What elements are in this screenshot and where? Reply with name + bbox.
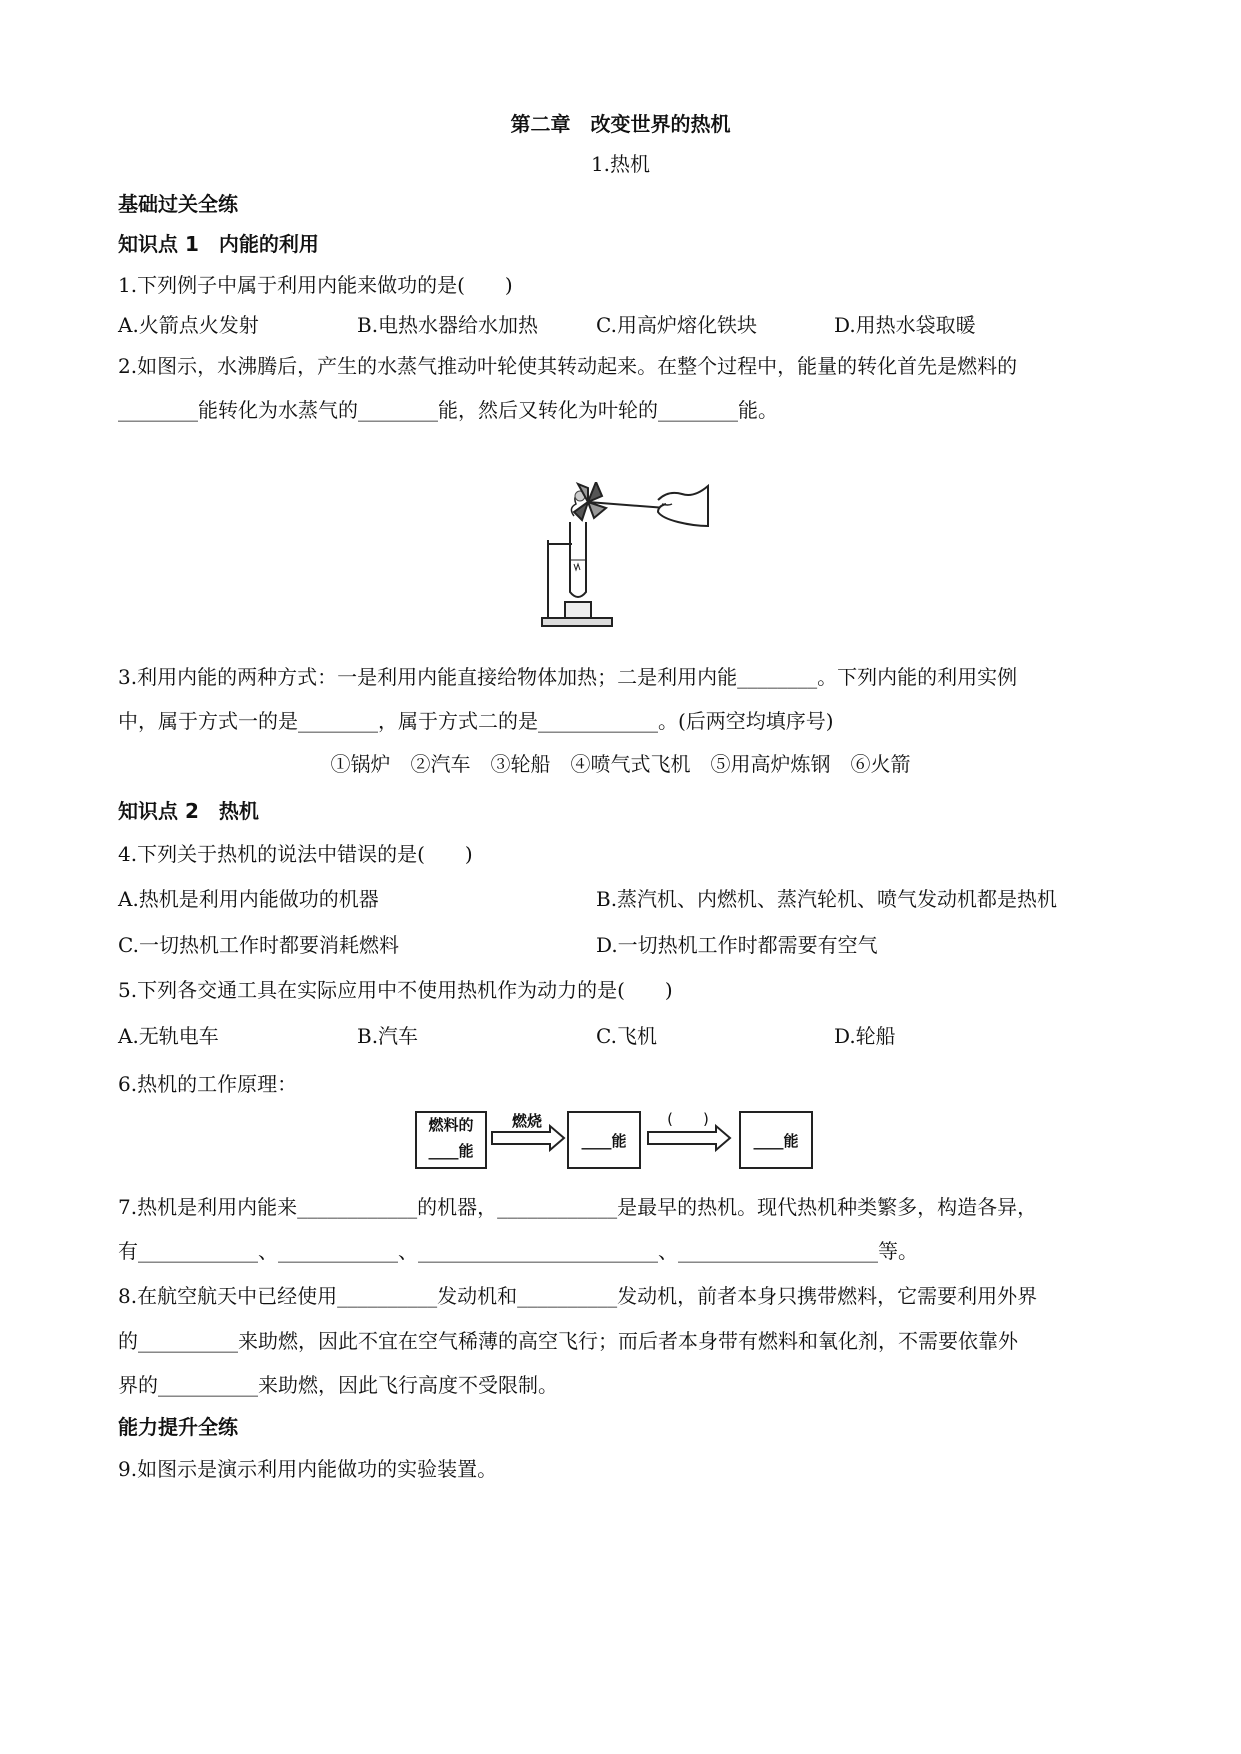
flow-box-3-label: ____能 [753,1132,799,1150]
question-5-option-c: C.飞机 [596,1024,657,1048]
question-8-line-3: 界的__________来助燃，因此飞行高度不受限制。 [118,1373,558,1397]
flow-arrow-1-label: 燃烧 [511,1112,543,1130]
question-4-option-d: D.一切热机工作时都需要有空气 [596,933,878,957]
question-3-line-2: 中，属于方式一的是________，属于方式二的是____________。(后两空均填序号) [118,709,834,733]
question-4-option-c: C.一切热机工作时都要消耗燃料 [118,933,399,957]
question-8-line-2: 的__________来助燃，因此不宜在空气稀薄的高空飞行；而后者本身带有燃料和氧化剂，不需要依靠外 [118,1329,1018,1353]
question-4-option-a: A.热机是利用内能做功的机器 [118,887,379,911]
question-2-line-2: ________能转化为水蒸气的________能，然后又转化为叶轮的________能。 [118,398,778,422]
chapter-title: 第二章 改变世界的热机 [510,112,731,136]
question-3-items: ①锅炉 ②汽车 ③轮船 ④喷气式飞机 ⑤用高炉炼钢 ⑥火箭 [330,752,911,776]
flow-arrow-2-label: ( ) [667,1110,709,1128]
question-4-option-b: B.蒸汽机、内燃机、蒸汽轮机、喷气发动机都是热机 [596,887,1058,911]
knowledge-point-2: 知识点 2 热机 [118,799,259,823]
flow-box-1-bottom-label: ____能 [428,1142,474,1160]
question-7-line-2: 有____________、____________、________________________、____________________等。 [118,1239,918,1263]
question-4-stem: 4.下列关于热机的说法中错误的是( ) [118,842,473,866]
question-5-option-b: B.汽车 [357,1024,419,1048]
question-6-stem: 6.热机的工作原理： [118,1072,298,1096]
question-5-stem: 5.下列各交通工具在实际应用中不使用热机作为动力的是( ) [118,978,673,1002]
question-7-line-1: 7.热机是利用内能来____________的机器，____________是最早的热机。现代热机种类繁多，构造各异， [118,1195,1038,1219]
lesson-title: 1.热机 [590,152,651,176]
flow-box-1-top-label: 燃料的 [428,1116,474,1134]
question-1-option-a: A.火箭点火发射 [118,313,259,337]
question-1-option-d: D.用热水袋取暖 [834,313,976,337]
heat-engine-flow-diagram [410,1108,830,1172]
flow-arrow-conversion [648,1126,730,1150]
question-1-option-c: C.用高炉熔化铁块 [596,313,757,337]
question-5-option-a: A.无轨电车 [118,1024,219,1048]
question-2-line-1: 2.如图示，水沸腾后，产生的水蒸气推动叶轮使其转动起来。在整个过程中，能量的转化首先是燃料的 [118,354,1018,378]
question-9-stem: 9.如图示是演示利用内能做功的实验装置。 [118,1457,498,1481]
question-1-stem: 1.下列例子中属于利用内能来做功的是( ) [118,273,513,297]
knowledge-point-1: 知识点 1 内能的利用 [118,232,319,256]
question-5-option-d: D.轮船 [834,1024,896,1048]
section-heading-basic: 基础过关全练 [118,192,238,216]
question-1-option-b: B.电热水器给水加热 [357,313,539,337]
question-3-line-1: 3.利用内能的两种方式：一是利用内能直接给物体加热；二是利用内能________。下列内能的利用实例 [118,665,1018,689]
flow-box-2-label: ____能 [581,1132,627,1150]
question-8-line-1: 8.在航空航天中已经使用__________发动机和__________发动机，前者本身只携带燃料，它需要利用外界 [118,1284,1038,1308]
section-heading-advanced: 能力提升全练 [118,1415,238,1439]
pinwheel-steam-figure [530,482,710,632]
